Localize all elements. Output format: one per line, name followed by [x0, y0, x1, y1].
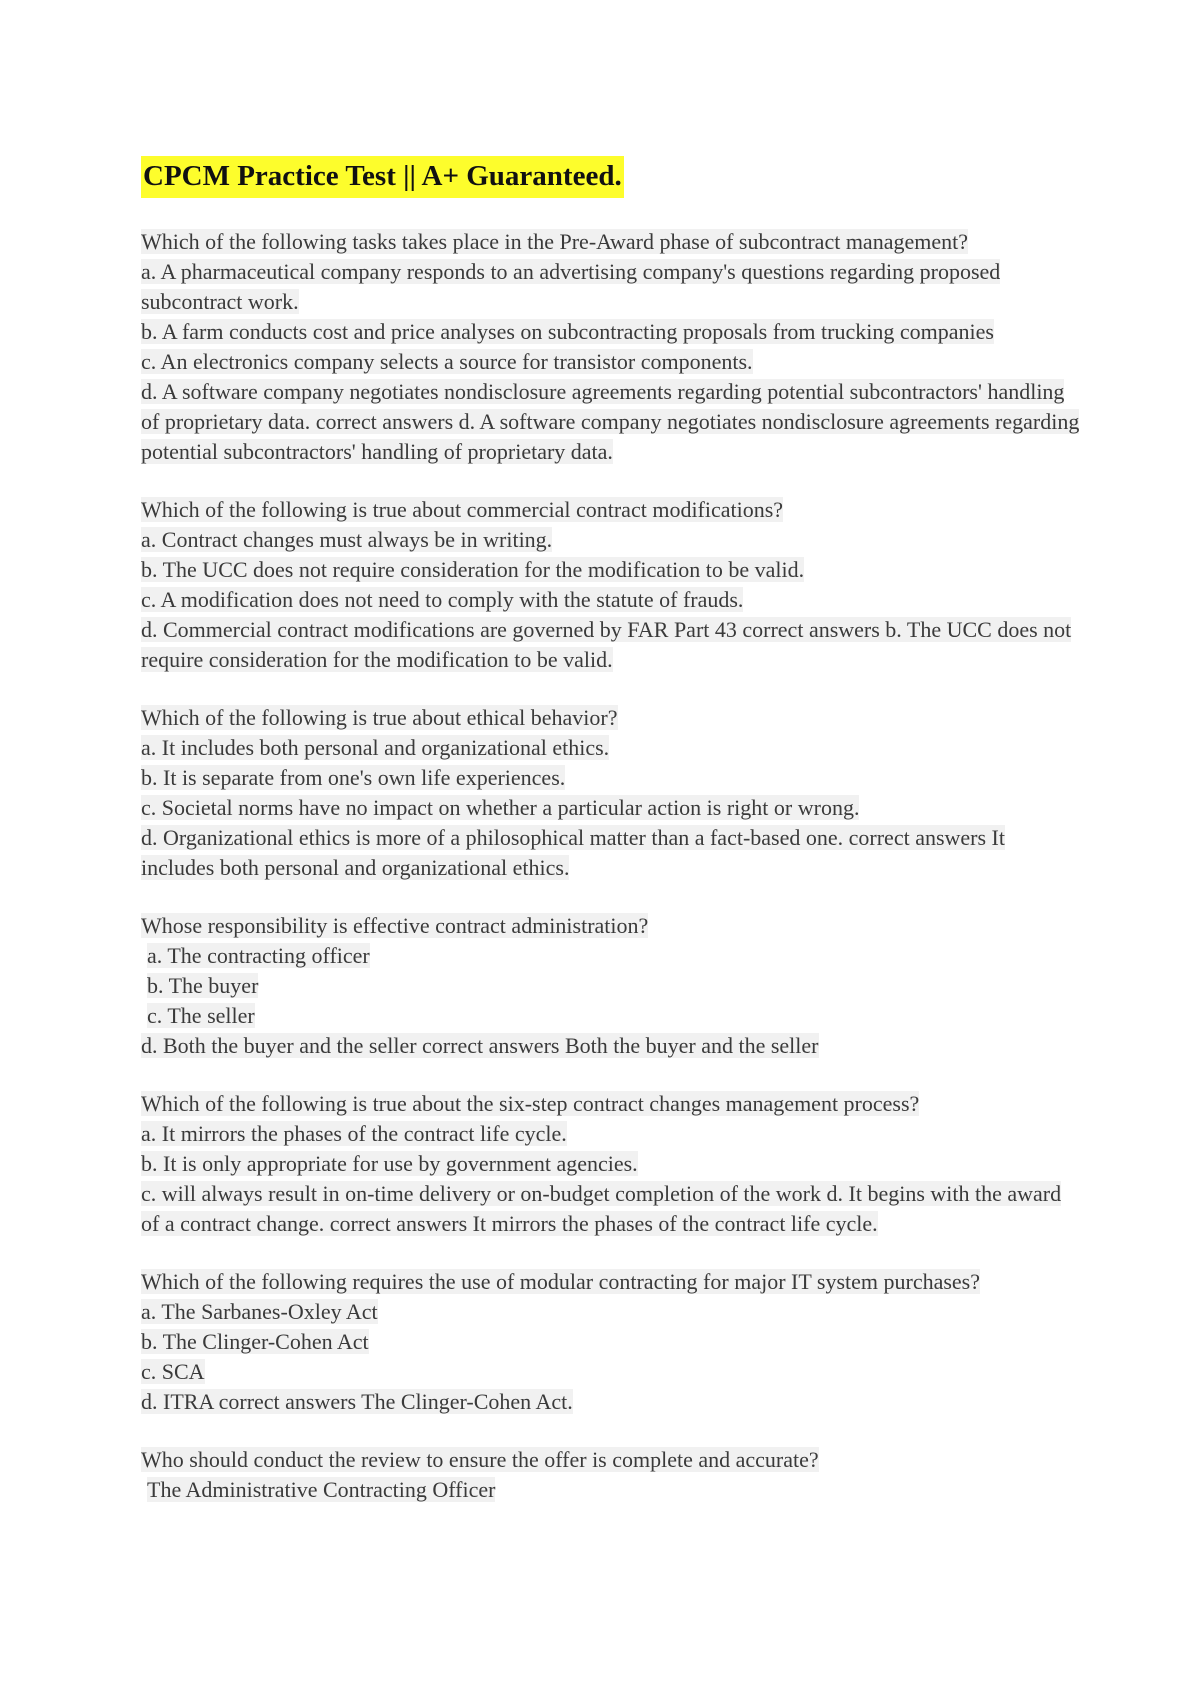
- question-block: [141, 227, 1081, 467]
- answer-option-with-correct-answer: d. Both the buyer and the seller correct answers Both the buyer and the seller: [141, 1033, 819, 1058]
- question-block: [141, 1267, 1081, 1417]
- answer-option: c. A modification does not need to comply with the statute of frauds.: [141, 587, 744, 612]
- answer-option: c. Societal norms have no impact on whether a particular action is right or wrong.: [141, 795, 860, 820]
- question-text: Which of the following tasks takes place in the Pre-Award phase of subcontract management?: [141, 229, 968, 254]
- answer-option: c. The seller: [147, 1003, 255, 1028]
- question-text: Which of the following requires the use of modular contracting for major IT system purchases?: [141, 1269, 981, 1294]
- question-block: [141, 911, 1081, 1061]
- answer-option: b. A farm conducts cost and price analyses on subcontracting proposals from trucking companies: [141, 319, 994, 344]
- answer-option: c. An electronics company selects a source for transistor components.: [141, 349, 753, 374]
- answer-option-with-correct-answer: d. Commercial contract modifications are governed by FAR Part 43 correct answers b. The UCC does not require consideration for the modification to be valid.: [141, 617, 1072, 672]
- answer-option-with-correct-answer: c. will always result in on-time delivery or on-budget completion of the work d. It begins with the award of a contract change. correct answers It mirrors the phases of the contract life cycle.: [141, 1181, 1062, 1236]
- answer-option-with-correct-answer: d. A software company negotiates nondisclosure agreements regarding potential subcontractors' handling of proprietary data. correct answers d. A software company negotiates nondisclosure agreements regarding potential subcontractors' handling of proprietary data.: [141, 379, 1080, 464]
- answer-option: a. It includes both personal and organizational ethics.: [141, 735, 610, 760]
- answer-option: a. The Sarbanes-Oxley Act: [141, 1299, 378, 1324]
- question-text: Which of the following is true about ethical behavior?: [141, 705, 618, 730]
- answer-option: c. SCA: [141, 1359, 205, 1384]
- document-page: [141, 150, 1081, 1533]
- answer-option: b. It is separate from one's own life experiences.: [141, 765, 566, 790]
- title-row: [141, 150, 1081, 207]
- answer-option-with-correct-answer: d. Organizational ethics is more of a philosophical matter than a fact-based one. correct answers It includes both personal and organizational ethics.: [141, 825, 1005, 880]
- answer-option: b. The buyer: [147, 973, 259, 998]
- answer-option: b. The Clinger-Cohen Act: [141, 1329, 369, 1354]
- question-block: [141, 495, 1081, 675]
- answer-option: b. The UCC does not require consideration for the modification to be valid.: [141, 557, 805, 582]
- answer-option: a. Contract changes must always be in writing.: [141, 527, 553, 552]
- question-text: Whose responsibility is effective contract administration?: [141, 913, 649, 938]
- answer-option: a. It mirrors the phases of the contract life cycle.: [141, 1121, 567, 1146]
- question-text: Who should conduct the review to ensure the offer is complete and accurate?: [141, 1447, 819, 1472]
- question-block: [141, 1445, 1081, 1505]
- answer-option: a. A pharmaceutical company responds to an advertising company's questions regarding proposed subcontract work.: [141, 259, 1001, 314]
- page-title: CPCM Practice Test || A+ Guaranteed.: [141, 156, 624, 198]
- answer-option: a. The contracting officer: [147, 943, 370, 968]
- question-text: Which of the following is true about the six-step contract changes management process?: [141, 1091, 920, 1116]
- answer-option-with-correct-answer: d. ITRA correct answers The Clinger-Cohen Act.: [141, 1389, 573, 1414]
- answer-option: b. It is only appropriate for use by government agencies.: [141, 1151, 638, 1176]
- question-text: Which of the following is true about commercial contract modifications?: [141, 497, 784, 522]
- answer-text: The Administrative Contracting Officer: [147, 1477, 496, 1502]
- question-block: [141, 703, 1081, 883]
- question-block: [141, 1089, 1081, 1239]
